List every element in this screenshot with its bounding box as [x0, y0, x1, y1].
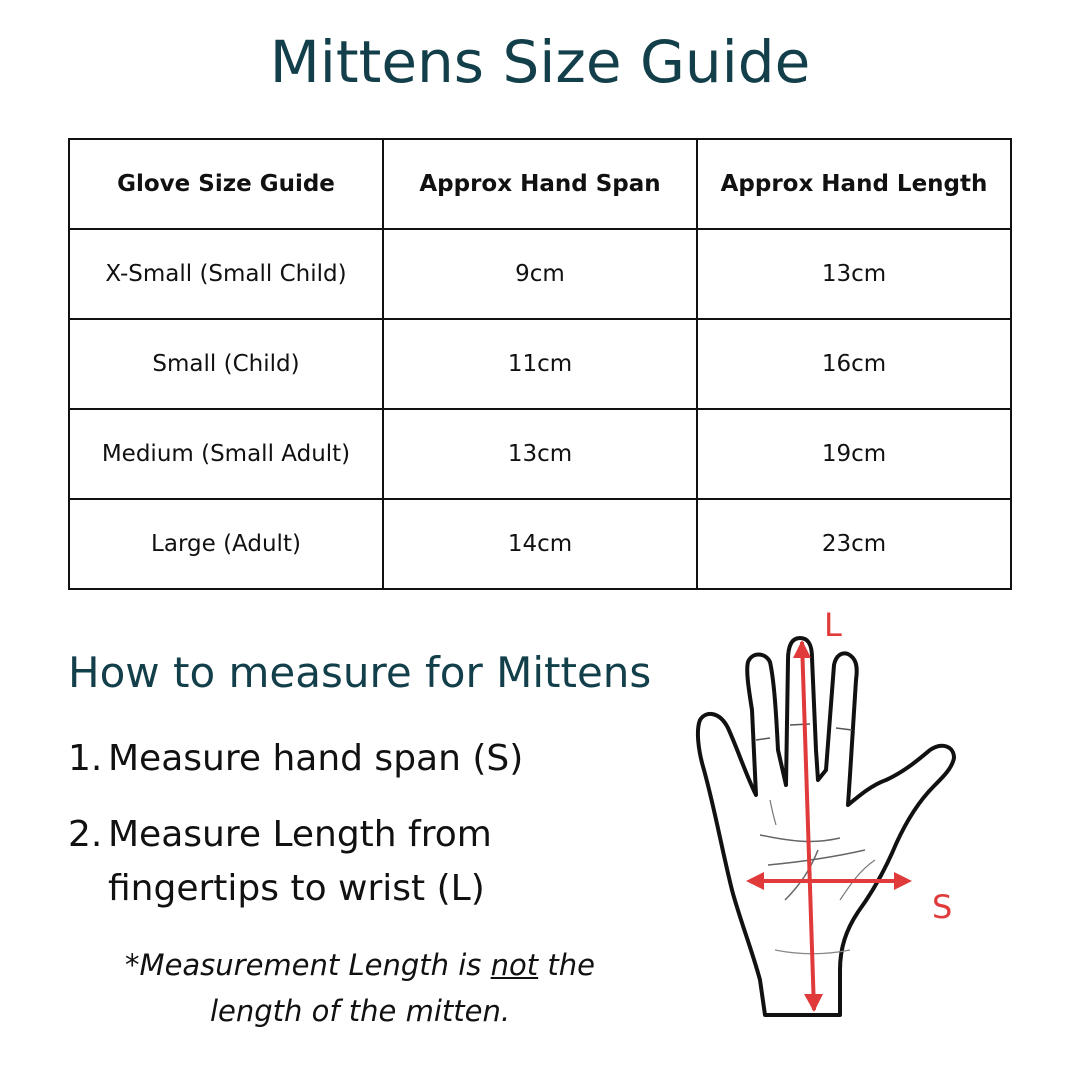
length-cell: 19cm	[697, 409, 1011, 499]
length-cell: 13cm	[697, 229, 1011, 319]
step-item	[68, 732, 628, 786]
span-cell: 13cm	[383, 409, 697, 499]
page-title: Mittens Size Guide	[269, 28, 811, 96]
step-number: 1.	[68, 738, 103, 779]
hand-outline	[698, 638, 954, 1015]
header-hand-length: Approx Hand Length	[697, 139, 1011, 229]
note-emphasis: not	[490, 948, 539, 982]
table-row	[69, 229, 1011, 319]
step-text: Measure hand span (S)	[108, 738, 524, 779]
size-cell: Small (Child)	[69, 319, 383, 409]
header-glove-size: Glove Size Guide	[69, 139, 383, 229]
table-row	[69, 499, 1011, 589]
step-number: 2.	[68, 814, 103, 855]
span-label: S	[932, 888, 953, 926]
step-text: Measure Length from fingertips to wrist (L)	[108, 814, 492, 909]
span-cell: 11cm	[383, 319, 697, 409]
note-text-after: the length of the mitten.	[209, 948, 595, 1028]
note-text-before: *Measurement Length is	[125, 948, 491, 982]
span-cell: 14cm	[383, 499, 697, 589]
size-cell: Medium (Small Adult)	[69, 409, 383, 499]
measurement-note	[80, 942, 640, 1034]
step-item	[68, 808, 628, 916]
length-label: L	[824, 606, 842, 644]
header-hand-span: Approx Hand Span	[383, 139, 697, 229]
table-row	[69, 409, 1011, 499]
size-cell: X-Small (Small Child)	[69, 229, 383, 319]
table-header-row	[69, 139, 1011, 229]
size-cell: Large (Adult)	[69, 499, 383, 589]
span-cell: 9cm	[383, 229, 697, 319]
table-row	[69, 319, 1011, 409]
steps-list	[68, 732, 628, 938]
how-to-title: How to measure for Mittens	[68, 648, 652, 697]
length-cell: 23cm	[697, 499, 1011, 589]
length-cell: 16cm	[697, 319, 1011, 409]
size-table	[68, 138, 1012, 590]
hand-outline-icon	[690, 600, 990, 1030]
